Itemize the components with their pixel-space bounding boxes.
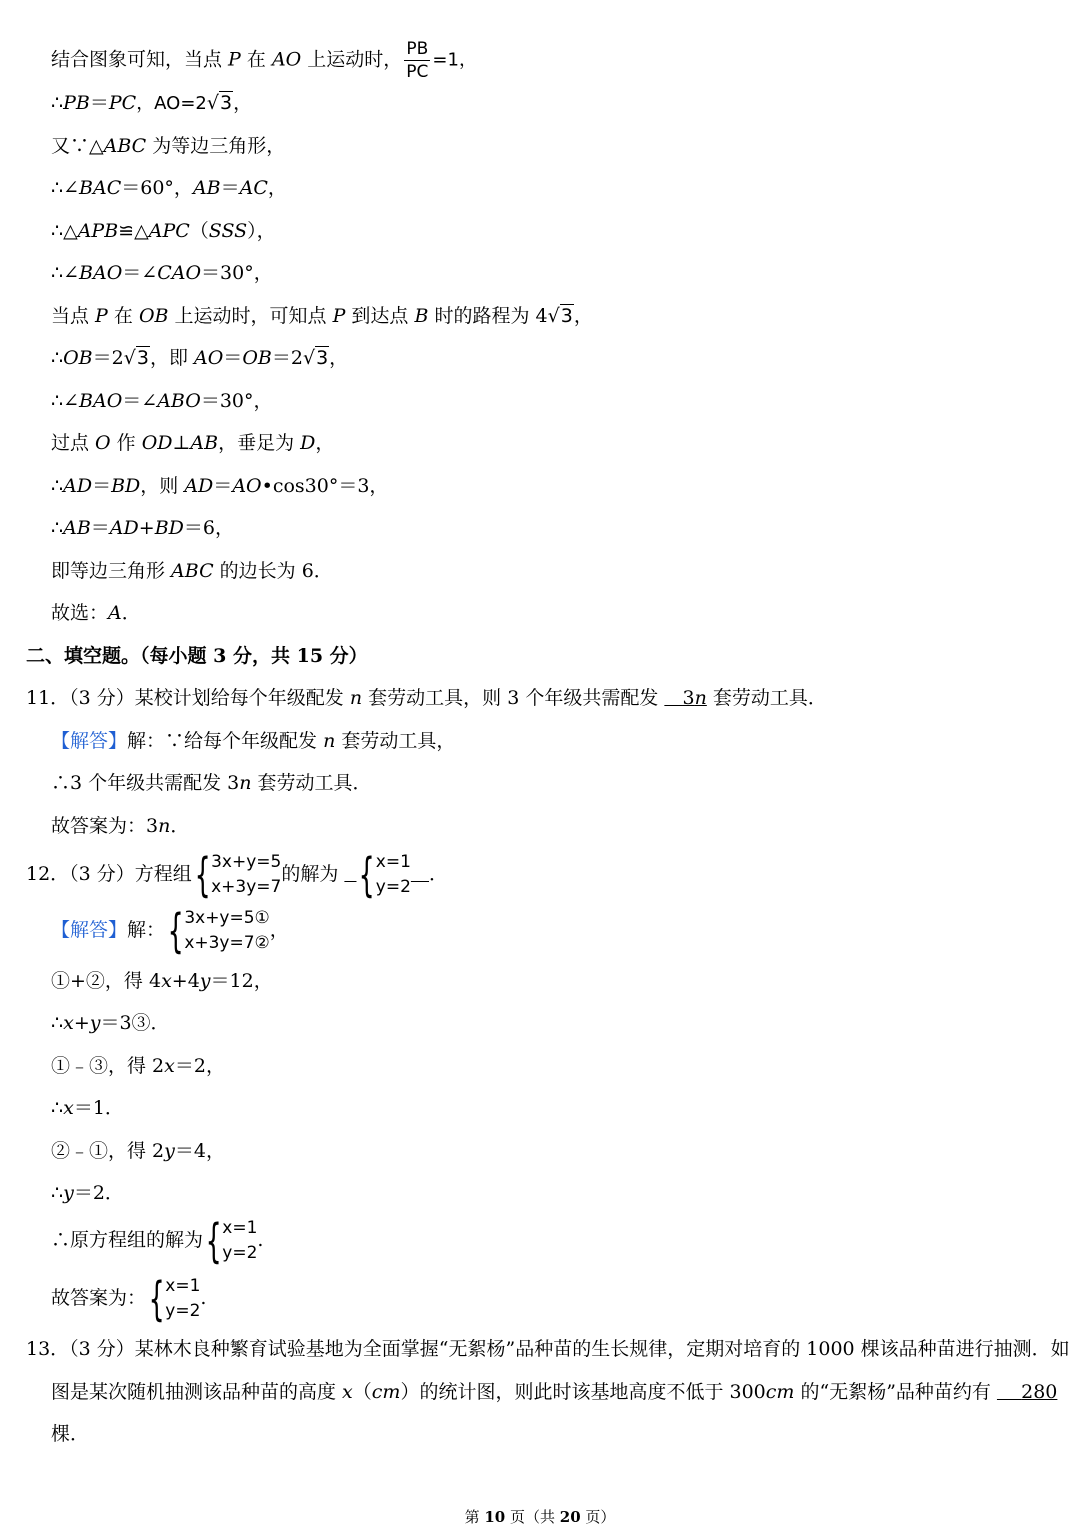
equation: 3x+y=5 bbox=[211, 852, 282, 872]
q13-line-2 bbox=[51, 1379, 1057, 1405]
text: ∴ bbox=[51, 92, 64, 114]
brace: { bbox=[148, 1272, 165, 1326]
text: ≌△ bbox=[118, 220, 149, 242]
var: BAC bbox=[79, 177, 122, 199]
text: 的“无絮杨”品种苗约有 bbox=[794, 1381, 997, 1403]
text: ，即 bbox=[149, 347, 194, 369]
text: 套劳动工具． bbox=[706, 687, 827, 709]
text: 结合图象可知，当点 bbox=[51, 48, 229, 71]
text: ）， bbox=[247, 220, 276, 242]
line-4 bbox=[51, 175, 287, 201]
text: 上运动时， bbox=[301, 48, 403, 71]
text: ＝6， bbox=[183, 517, 234, 539]
var-p: P bbox=[228, 48, 241, 71]
q13-line-1 bbox=[26, 1336, 1070, 1362]
line-3 bbox=[51, 133, 285, 159]
equation: y=2 bbox=[222, 1243, 258, 1263]
text: 在 bbox=[240, 48, 272, 71]
var: n bbox=[158, 815, 171, 837]
text: ⊥ bbox=[172, 432, 191, 454]
text: ＝ bbox=[92, 475, 112, 497]
q12-step-7 bbox=[51, 1214, 263, 1266]
text: 的解为 bbox=[281, 863, 345, 885]
denominator: PC bbox=[406, 62, 429, 82]
text: ． bbox=[121, 602, 141, 624]
text: ＝2． bbox=[73, 1182, 124, 1204]
text: ∴原方程组的解为 bbox=[51, 1229, 204, 1251]
text: 分） bbox=[323, 645, 368, 667]
var: y bbox=[199, 970, 211, 992]
text: ∴3 个年级共需配发 3 bbox=[51, 772, 240, 794]
var: BD bbox=[111, 475, 141, 497]
text: ）的统计图，则此时该基地高度不低于 300 bbox=[400, 1381, 766, 1403]
text: ∴△ bbox=[51, 220, 78, 242]
text: ∴ bbox=[51, 517, 64, 539]
answer-blank bbox=[344, 848, 429, 902]
text: . bbox=[200, 1287, 207, 1309]
equation: x=1 bbox=[165, 1276, 201, 1296]
text: 分，共 bbox=[226, 645, 297, 667]
brace: { bbox=[167, 904, 184, 958]
var: AD bbox=[184, 475, 214, 497]
text: ． bbox=[170, 815, 190, 837]
text: ＝∠ bbox=[122, 390, 158, 412]
q12-final bbox=[51, 1272, 206, 1324]
radicand: 3 bbox=[316, 347, 329, 369]
text: . bbox=[257, 1229, 264, 1251]
var: x bbox=[63, 1097, 74, 1119]
text: 11．（3 分）某校计划给每个年级配发 bbox=[26, 687, 350, 709]
var: O bbox=[95, 432, 111, 454]
line-7 bbox=[51, 303, 593, 329]
q11-stem bbox=[26, 685, 827, 711]
var: OB bbox=[63, 347, 93, 369]
var: n bbox=[239, 772, 252, 794]
equation-system bbox=[146, 1274, 200, 1324]
var: AB bbox=[192, 177, 221, 199]
text: ， bbox=[269, 919, 289, 941]
q12-step-5 bbox=[51, 1138, 225, 1164]
radicand: 3 bbox=[136, 347, 149, 369]
equation: x+3y=7 bbox=[211, 877, 282, 897]
text: ∴ bbox=[51, 347, 64, 369]
text: ∴ bbox=[51, 1182, 64, 1204]
q12-step-3 bbox=[51, 1053, 225, 1079]
var: AC bbox=[239, 177, 268, 199]
text: 图是某次随机抽测该品种苗的高度 bbox=[51, 1381, 343, 1403]
text: +4 bbox=[171, 970, 200, 992]
text: ②﹣①，得 2 bbox=[51, 1140, 165, 1162]
text: 作 bbox=[110, 432, 142, 454]
text: ． bbox=[429, 863, 449, 885]
text: ＝ bbox=[89, 92, 109, 114]
sqrt: √3 bbox=[206, 92, 233, 114]
numerator: PB bbox=[404, 38, 430, 61]
text: ， bbox=[329, 347, 349, 369]
text: + bbox=[73, 1012, 90, 1034]
text: •cos30°＝3， bbox=[261, 475, 389, 497]
text: 故选： bbox=[51, 602, 109, 624]
text: 解： bbox=[127, 919, 166, 941]
q12-stem bbox=[26, 848, 448, 900]
text: ＝3③． bbox=[100, 1012, 170, 1034]
q12-step-6 bbox=[51, 1180, 124, 1206]
text: ＝2， bbox=[174, 1055, 225, 1077]
var: ABC bbox=[171, 560, 214, 582]
text: ∴∠ bbox=[51, 262, 80, 284]
answer: x=1 bbox=[375, 852, 411, 872]
line-2 bbox=[51, 90, 252, 117]
text: ∴ bbox=[51, 1012, 64, 1034]
var: AO bbox=[232, 475, 262, 497]
text: 3 bbox=[213, 645, 227, 667]
sqrt: √3 bbox=[302, 347, 329, 369]
solution-label: 【解答】 bbox=[51, 730, 128, 752]
text: 套劳动工具，则 3 个年级共需配发 bbox=[362, 687, 665, 709]
var: P bbox=[332, 305, 346, 327]
answer-blank bbox=[997, 1381, 1057, 1403]
var: cm bbox=[765, 1381, 795, 1403]
section-title bbox=[26, 643, 368, 669]
radicand: 3 bbox=[560, 305, 573, 327]
answer: 280 bbox=[1021, 1381, 1058, 1403]
q12-step-4 bbox=[51, 1095, 124, 1121]
text: ＝60°， bbox=[121, 177, 193, 199]
text: 二、填空题。（每小题 bbox=[26, 645, 214, 667]
sqrt: √3 bbox=[123, 347, 149, 369]
text: ＝30°， bbox=[200, 390, 273, 412]
brace: { bbox=[194, 848, 211, 902]
var: BD bbox=[154, 517, 184, 539]
text: 过点 bbox=[51, 432, 96, 454]
var: ABC bbox=[103, 135, 147, 157]
text: ＝ bbox=[223, 347, 243, 369]
var: OB bbox=[242, 347, 272, 369]
text: 页） bbox=[580, 1508, 616, 1526]
var: APB bbox=[77, 220, 119, 242]
fraction-pb-pc bbox=[404, 38, 430, 83]
var: AD bbox=[109, 517, 139, 539]
var: y bbox=[63, 1182, 74, 1204]
text: 页（共 bbox=[505, 1508, 560, 1526]
var: CAO bbox=[157, 262, 202, 284]
solution-label: 【解答】 bbox=[51, 919, 128, 941]
text: ＝2 bbox=[271, 347, 303, 369]
answer-var: n bbox=[694, 687, 707, 709]
equation: y=2 bbox=[165, 1301, 201, 1321]
page-total: 20 bbox=[559, 1508, 581, 1526]
q11-solution-1 bbox=[51, 728, 455, 754]
q13-line-3 bbox=[51, 1421, 89, 1447]
text: 时的路程为 4 bbox=[428, 305, 548, 327]
line-5 bbox=[51, 218, 276, 244]
answer: y=2 bbox=[375, 877, 411, 897]
var: BAO bbox=[79, 390, 123, 412]
text: 15 bbox=[296, 645, 324, 667]
text: ， bbox=[267, 177, 287, 199]
line-10 bbox=[51, 430, 334, 456]
text: ∴∠ bbox=[51, 177, 80, 199]
text: ∴∠ bbox=[51, 390, 80, 412]
var: AO bbox=[193, 347, 224, 369]
text: ＝12， bbox=[210, 970, 273, 992]
var: OB bbox=[138, 305, 169, 327]
text: ＝1． bbox=[73, 1097, 124, 1119]
text: ＝∠ bbox=[122, 262, 158, 284]
radicand: 3 bbox=[220, 92, 233, 114]
var: P bbox=[95, 305, 108, 327]
equation: x+3y=7② bbox=[184, 933, 270, 953]
text: 上运动时，可知点 bbox=[168, 305, 333, 327]
text: 到达点 bbox=[345, 305, 415, 327]
var: BAO bbox=[79, 262, 123, 284]
line-13 bbox=[51, 558, 333, 584]
var: AB bbox=[63, 517, 91, 539]
sqrt: √3 bbox=[547, 305, 573, 327]
answer-blank bbox=[664, 687, 706, 709]
text: ①+②，得 4 bbox=[51, 970, 162, 992]
var: x bbox=[164, 1055, 175, 1077]
line-11 bbox=[51, 473, 388, 499]
var: OD bbox=[141, 432, 173, 454]
q11-final bbox=[51, 813, 189, 839]
var: A bbox=[108, 602, 122, 624]
text: 棵． bbox=[51, 1423, 90, 1445]
page-footer bbox=[0, 1506, 1080, 1527]
equation-system bbox=[192, 850, 282, 900]
text: 套劳动工具． bbox=[251, 772, 372, 794]
equation: x=1 bbox=[222, 1218, 258, 1238]
var: n bbox=[349, 687, 363, 709]
text: =1， bbox=[432, 49, 477, 71]
text: 解：∵给每个年级配发 bbox=[127, 730, 324, 752]
text: ＝ bbox=[220, 177, 240, 199]
text: （ bbox=[189, 220, 209, 242]
var: AB bbox=[190, 432, 219, 454]
brace: { bbox=[359, 848, 376, 902]
var: y bbox=[164, 1140, 175, 1162]
text: ＝2 bbox=[92, 347, 124, 369]
q12-step-1 bbox=[51, 968, 273, 994]
text: 第 bbox=[464, 1508, 485, 1526]
equation: 3x+y=5① bbox=[184, 908, 270, 928]
text: ，垂足为 bbox=[218, 432, 301, 454]
brace: { bbox=[205, 1214, 222, 1268]
text: ， bbox=[315, 432, 335, 454]
equation-system bbox=[165, 906, 270, 956]
var: x bbox=[63, 1012, 74, 1034]
var: x bbox=[161, 970, 172, 992]
text: 当点 bbox=[51, 305, 96, 327]
text: ， bbox=[233, 92, 253, 114]
var: cm bbox=[371, 1381, 401, 1403]
text: （ bbox=[352, 1381, 372, 1403]
equation-system bbox=[203, 1216, 257, 1266]
text: ，则 bbox=[140, 475, 185, 497]
var: SSS bbox=[208, 220, 248, 242]
var: PC bbox=[108, 92, 137, 114]
text: 即等边三角形 bbox=[51, 560, 172, 582]
var: PB bbox=[63, 92, 90, 114]
q12-solution bbox=[51, 904, 289, 956]
line-1 bbox=[51, 38, 477, 83]
var: APC bbox=[148, 220, 190, 242]
q12-step-2 bbox=[51, 1010, 170, 1036]
var: x bbox=[342, 1381, 353, 1403]
text: ，AO=2 bbox=[136, 93, 207, 114]
var: y bbox=[89, 1012, 101, 1034]
text: 13．（3 分）某林木良种繁育试验基地为全面掌握“无絮杨”品种苗的生长规律，定期对培育的 1000 棵该品种苗进行抽测．如 bbox=[26, 1338, 1070, 1360]
text: ＝ bbox=[213, 475, 233, 497]
var-ao: AO bbox=[271, 48, 302, 71]
page-number: 10 bbox=[484, 1508, 506, 1526]
line-8 bbox=[51, 345, 348, 371]
text: 故答案为： bbox=[51, 1287, 147, 1309]
text: ①﹣③，得 2 bbox=[51, 1055, 165, 1077]
var: n bbox=[323, 730, 336, 752]
text: 套劳动工具， bbox=[335, 730, 456, 752]
text: 又∵△ bbox=[51, 135, 104, 157]
text: 12．（3 分）方程组 bbox=[26, 863, 192, 885]
text: 在 bbox=[107, 305, 139, 327]
text: ∴ bbox=[51, 475, 64, 497]
text: 的边长为 6． bbox=[213, 560, 333, 582]
text: ＝4， bbox=[174, 1140, 225, 1162]
text: + bbox=[138, 517, 155, 539]
text: 为等边三角形， bbox=[146, 135, 286, 157]
q11-solution-2 bbox=[51, 770, 372, 796]
var: ABO bbox=[157, 390, 201, 412]
line-14 bbox=[51, 600, 141, 626]
text: ∴ bbox=[51, 1097, 64, 1119]
line-6 bbox=[51, 260, 273, 286]
var: D bbox=[300, 432, 316, 454]
text: ＝ bbox=[90, 517, 110, 539]
line-12 bbox=[51, 515, 234, 541]
text: 故答案为：3 bbox=[51, 815, 159, 837]
answer: 3 bbox=[682, 687, 695, 709]
var: AD bbox=[63, 475, 93, 497]
text: ＝30°， bbox=[201, 262, 273, 284]
line-9 bbox=[51, 388, 273, 414]
var: B bbox=[414, 305, 429, 327]
text: ， bbox=[573, 305, 593, 327]
